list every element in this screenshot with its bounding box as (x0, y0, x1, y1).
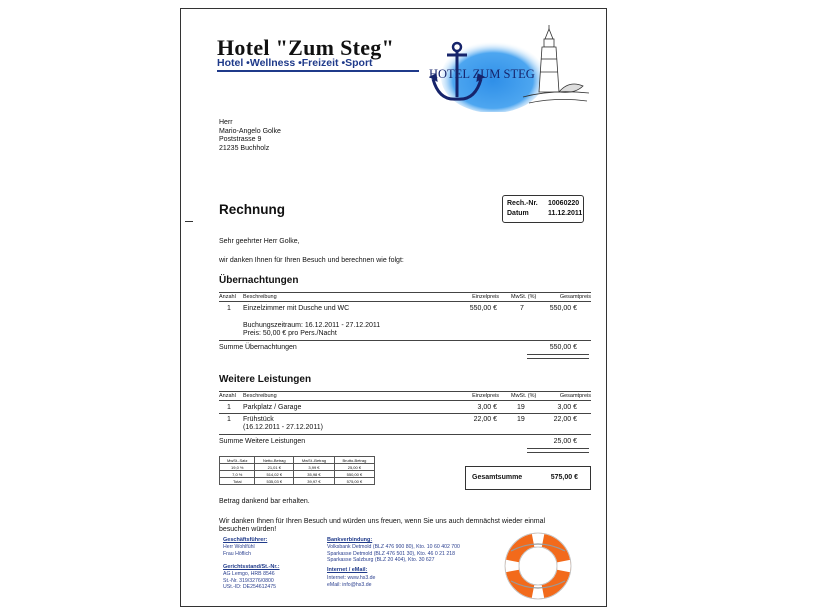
hotel-logo (425, 17, 593, 112)
sum-double-rule (527, 448, 589, 453)
table-cell: 7,0 % (220, 471, 255, 478)
vat-summary-table (219, 456, 375, 485)
sum-label: Summe (219, 438, 244, 445)
col-qty: Anzahl (219, 294, 236, 300)
invoice-info-box (502, 195, 584, 223)
table-rule (219, 434, 591, 435)
col-unit: Einzelpreis (472, 294, 499, 300)
table-cell: Brutto-Betrag (334, 457, 374, 464)
recipient-line: Poststrasse 9 (219, 136, 262, 144)
item-desc: Einzelzimmer mit Dusche und WC (243, 305, 350, 312)
hotel-tagline: Hotel •Wellness •Freizeit •Sport (217, 57, 373, 69)
table-cell: MwSt.-Satz (220, 457, 255, 464)
item-detail: Preis: 50,00 € pro Pers./Nacht (243, 330, 337, 337)
bank-line: Volksbank Detmold (BLZ 476 900 80), Kto. 10 60 402 700 (327, 544, 460, 550)
manager-name: Frau Höflich (223, 550, 251, 557)
grand-total-box (465, 466, 591, 490)
intro-text: wir danken Ihnen für Ihren Besuch und berechnen wie folgt: (219, 257, 404, 264)
thanks-text: Wir danken Ihnen für Ihren Besuch und würden uns freuen, wenn Sie uns auch demnächst wieder einmal (219, 518, 546, 525)
table-cell: 514,02 € (255, 471, 294, 478)
table-cell: 535,03 € (255, 478, 294, 485)
item-desc: Parkplatz / Garage (243, 404, 302, 411)
sum-desc: Weitere Leistungen (245, 438, 306, 445)
item-desc: Frühstück (243, 416, 274, 423)
document-title: Rechnung (219, 202, 285, 217)
item-total: 22,00 € (553, 416, 577, 423)
life-ring-icon (503, 531, 573, 601)
thanks-text: besuchen würden! (219, 526, 277, 533)
table-rule (219, 301, 591, 302)
table-rule (219, 292, 591, 293)
web-line: eMail: info@hs3.de (327, 581, 372, 588)
invoice-date-label: Datum (507, 210, 529, 217)
hotel-name: Hotel "Zum Steg" (217, 35, 395, 60)
sum-desc: Übernachtungen (245, 344, 297, 351)
paid-note: Betrag dankend bar erhalten. (219, 498, 310, 505)
item-vat: 19 (517, 404, 525, 411)
table-cell: 3,99 € (294, 464, 335, 471)
web-line: Internet: www.hs3.de (327, 575, 376, 581)
table-cell: Netto-Betrag (255, 457, 294, 464)
item-vat: 19 (517, 416, 525, 423)
table-cell: MwSt.-Betrag (294, 457, 335, 464)
col-vat: MwSt. (%) (511, 294, 537, 300)
web-title: Internet / eMail: (327, 567, 368, 573)
table-cell: 25,00 € (334, 464, 374, 471)
item-unit-price: 22,00 € (473, 416, 497, 423)
recipient-line: 21235 Buchholz (219, 144, 270, 152)
col-desc: Beschreibung (243, 294, 277, 300)
bank-title: Bankverbindung: (327, 537, 373, 543)
col-vat: MwSt. (%) (511, 393, 537, 399)
court-line: USt.-ID: DE254612475 (223, 584, 277, 590)
greeting: Sehr geehrter Herr Golke, (219, 238, 300, 245)
recipient-address (219, 119, 281, 153)
sum-value: 25,00 € (553, 438, 577, 445)
item-detail: (16.12.2011 - 27.12.2011) (243, 424, 323, 431)
invoice-page (180, 8, 607, 607)
table-rule (219, 391, 591, 392)
col-total: Gesamtpreis (559, 393, 591, 399)
table-cell: 550,00 € (334, 471, 374, 478)
section-title-services: Weitere Leistungen (219, 374, 312, 385)
invoice-number: 10060220 (548, 200, 580, 207)
item-qty: 1 (227, 305, 231, 312)
invoice-date: 11.12.2011 (548, 210, 583, 217)
court-line: St.-Nr. 319/3276/0800 (223, 577, 274, 584)
table-cell: Total (220, 478, 255, 485)
item-unit-price: 3,00 € (477, 404, 497, 411)
sum-value: 550,00 € (549, 344, 577, 351)
col-unit: Einzelpreis (472, 393, 499, 399)
manager-name: Herr Wohlfühl (223, 544, 255, 550)
item-total: 3,00 € (557, 404, 577, 411)
recipient-line: Herr (219, 119, 233, 126)
table-row (220, 478, 375, 485)
table-cell: 21,01 € (255, 464, 294, 471)
managers-title: Geschäftsführer: (223, 537, 268, 543)
sum-label: Summe (219, 344, 244, 351)
item-detail: Buchungszeitraum: 16.12.2011 - 27.12.2011 (243, 322, 381, 329)
table-cell: 35,98 € (294, 471, 335, 478)
bank-line: Sparkasse Detmold (BLZ 476 501 30), Kto. 46 0 21 218 (327, 550, 456, 557)
table-rule (219, 340, 591, 341)
court-line: AG Lemgo, HRB 8546 (223, 571, 275, 577)
table-cell: 19,0 % (220, 464, 255, 471)
table-row (220, 464, 375, 471)
col-qty: Anzahl (219, 393, 236, 399)
sum-double-rule (527, 354, 589, 359)
header-rule (217, 70, 419, 72)
col-desc: Beschreibung (243, 393, 277, 399)
item-qty: 1 (227, 416, 231, 423)
invoice-number-label: Rech.-Nr. (507, 200, 538, 207)
table-row (220, 471, 375, 478)
logo-text: HOTEL ZUM STEG (429, 67, 535, 81)
section-title-overnight: Übernachtungen (219, 275, 299, 286)
item-unit-price: 550,00 € (469, 305, 497, 312)
bank-line: Sparkasse Salzburg (BLZ 20 404), Kto. 30 627 (327, 557, 435, 563)
recipient-line: Mario-Angelo Golke (219, 127, 281, 135)
table-row (220, 457, 375, 464)
item-qty: 1 (227, 404, 231, 411)
item-vat: 7 (520, 305, 524, 312)
table-cell: 575,00 € (334, 478, 374, 485)
table-rule (219, 400, 591, 401)
col-total: Gesamtpreis (559, 294, 591, 300)
item-total: 550,00 € (549, 305, 577, 312)
court-title: Gerichtsstand/St.-Nr.: (223, 564, 280, 570)
table-rule (219, 413, 591, 414)
grand-total-value: 575,00 € (550, 474, 578, 481)
grand-total-label: Gesamtsumme (472, 474, 523, 481)
fold-mark (185, 221, 193, 222)
table-cell: 39,97 € (294, 478, 335, 485)
